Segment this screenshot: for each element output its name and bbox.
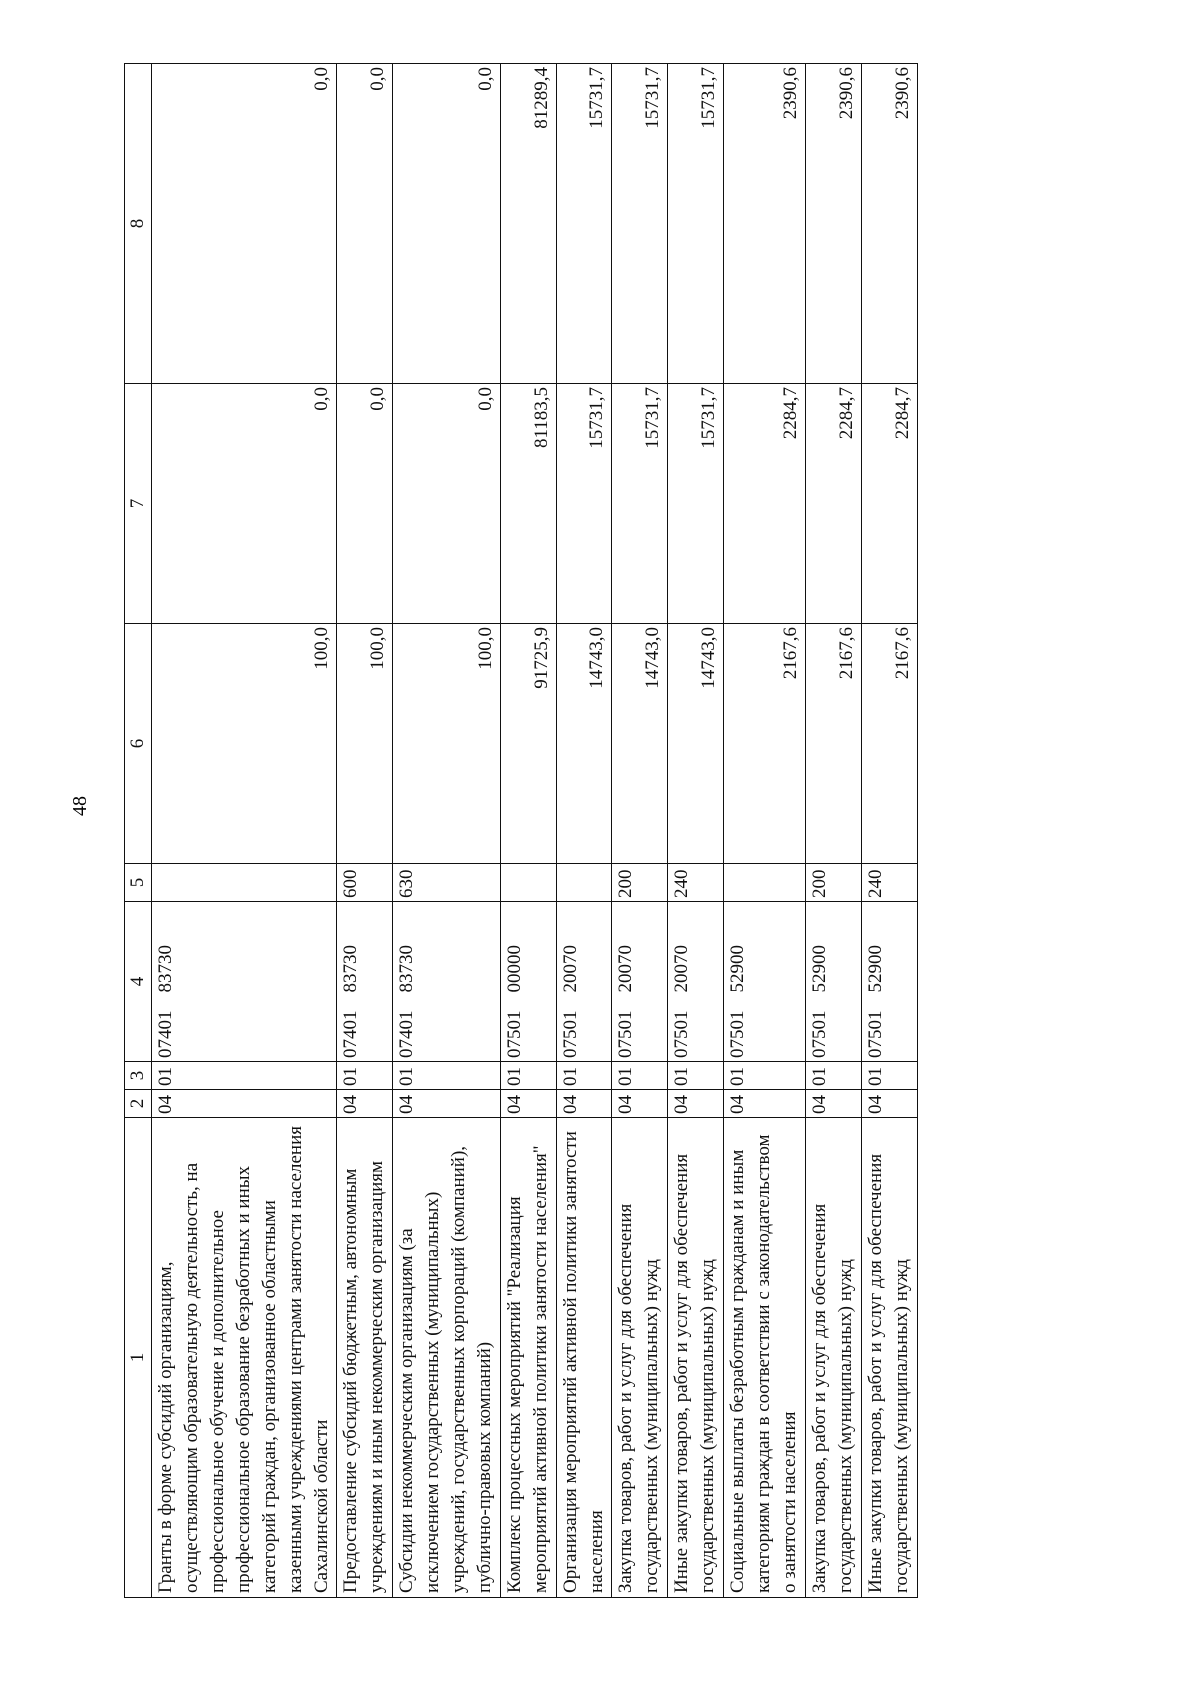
code-expense-type [724, 864, 806, 902]
code-subsection: 01 [668, 1062, 724, 1090]
code-target-article: 0740183730 [152, 902, 337, 1062]
code-target-article: 0740183730 [337, 902, 393, 1062]
value-col8: 0,0 [337, 64, 393, 384]
row-name: Комплекс процессных мероприятий "Реализация мероприятий активной политики занятости населения" [501, 1118, 557, 1598]
row-name: Закупка товаров, работ и услуг для обеспечения государственных (муниципальных) нужд [806, 1118, 862, 1598]
value-col8: 0,0 [393, 64, 501, 384]
code-target-article: 0750120070 [668, 902, 724, 1062]
value-col7: 2284,7 [724, 384, 806, 624]
value-col8: 15731,7 [557, 64, 612, 384]
row-name: Социальные выплаты безработным гражданам и иным категориям граждан в соответствии с законодательством о занятости населения [724, 1118, 806, 1598]
row-name: Организация мероприятий активной политики занятости населения [557, 1118, 612, 1598]
value-col7: 0,0 [393, 384, 501, 624]
value-col8: 0,0 [152, 64, 337, 384]
code-section: 04 [862, 1090, 918, 1118]
code-expense-type: 630 [393, 864, 501, 902]
value-col8: 15731,7 [612, 64, 668, 384]
column-header: 2 [125, 1090, 152, 1118]
table-row [862, 64, 918, 1598]
code-target-article: 0750152900 [724, 902, 806, 1062]
column-header: 5 [125, 864, 152, 902]
value-col7: 2284,7 [806, 384, 862, 624]
column-header: 7 [125, 384, 152, 624]
code-expense-type: 600 [337, 864, 393, 902]
code-target-article: 0740183730 [393, 902, 501, 1062]
value-col6: 14743,0 [668, 624, 724, 864]
value-col6: 2167,6 [862, 624, 918, 864]
row-name: Иные закупки товаров, работ и услуг для обеспечения государственных (муниципальных) нужд [668, 1118, 724, 1598]
code-subsection: 01 [337, 1062, 393, 1090]
code-expense-type [557, 864, 612, 902]
code-expense-type: 240 [668, 864, 724, 902]
column-header: 6 [125, 624, 152, 864]
value-col6: 100,0 [152, 624, 337, 864]
row-name: Субсидии некоммерческим организациям (за исключением государственных (муниципальных) учреждений, государственных корпораций (компаний), публично-правовых компаний) [393, 1118, 501, 1598]
code-section: 04 [337, 1090, 393, 1118]
code-subsection: 01 [862, 1062, 918, 1090]
column-header: 4 [125, 902, 152, 1062]
code-subsection: 01 [806, 1062, 862, 1090]
column-header: 8 [125, 64, 152, 384]
code-expense-type: 200 [806, 864, 862, 902]
code-section: 04 [501, 1090, 557, 1118]
code-subsection: 01 [612, 1062, 668, 1090]
table-row [337, 64, 393, 1598]
code-target-article: 0750100000 [501, 902, 557, 1062]
value-col6: 2167,6 [724, 624, 806, 864]
value-col6: 91725,9 [501, 624, 557, 864]
code-subsection: 01 [501, 1062, 557, 1090]
value-col7: 0,0 [152, 384, 337, 624]
value-col7: 0,0 [337, 384, 393, 624]
value-col6: 2167,6 [806, 624, 862, 864]
value-col7: 81183,5 [501, 384, 557, 624]
code-section: 04 [393, 1090, 501, 1118]
header-row [125, 64, 152, 1598]
code-expense-type: 240 [862, 864, 918, 902]
code-subsection: 01 [724, 1062, 806, 1090]
value-col8: 15731,7 [668, 64, 724, 384]
table-row [557, 64, 612, 1598]
code-target-article: 0750120070 [612, 902, 668, 1062]
budget-table [124, 63, 918, 1598]
row-name: Гранты в форме субсидий организациям, осуществляющим образовательную деятельность, на профессиональное обучение и дополнительное профессиональное образование безработных и иных категорий граждан, организованное областными казенными учреждениями центрами занятости населения Сахалинской области [152, 1118, 337, 1598]
value-col7: 15731,7 [557, 384, 612, 624]
value-col8: 2390,6 [862, 64, 918, 384]
code-target-article: 0750120070 [557, 902, 612, 1062]
code-section: 04 [612, 1090, 668, 1118]
value-col8: 81289,4 [501, 64, 557, 384]
table-row [393, 64, 501, 1598]
row-name: Предоставление субсидий бюджетным, автономным учреждениям и иным некоммерческим организациям [337, 1118, 393, 1598]
value-col7: 15731,7 [668, 384, 724, 624]
value-col8: 2390,6 [724, 64, 806, 384]
table-row [612, 64, 668, 1598]
code-target-article: 0750152900 [862, 902, 918, 1062]
code-subsection: 01 [152, 1062, 337, 1090]
value-col8: 2390,6 [806, 64, 862, 384]
code-expense-type [152, 864, 337, 902]
value-col7: 2284,7 [862, 384, 918, 624]
code-subsection: 01 [557, 1062, 612, 1090]
value-col7: 15731,7 [612, 384, 668, 624]
code-target-article: 0750152900 [806, 902, 862, 1062]
code-section: 04 [806, 1090, 862, 1118]
page-number: 48 [69, 796, 91, 816]
row-name: Закупка товаров, работ и услуг для обеспечения государственных (муниципальных) нужд [612, 1118, 668, 1598]
table-row [152, 64, 337, 1598]
column-header: 1 [125, 1118, 152, 1598]
code-section: 04 [668, 1090, 724, 1118]
value-col6: 100,0 [337, 624, 393, 864]
code-expense-type: 200 [612, 864, 668, 902]
table-row [668, 64, 724, 1598]
table-row [724, 64, 806, 1598]
code-section: 04 [724, 1090, 806, 1118]
code-subsection: 01 [393, 1062, 501, 1090]
value-col6: 100,0 [393, 624, 501, 864]
value-col6: 14743,0 [557, 624, 612, 864]
code-section: 04 [152, 1090, 337, 1118]
table-row [501, 64, 557, 1598]
table-row [806, 64, 862, 1598]
code-expense-type [501, 864, 557, 902]
code-section: 04 [557, 1090, 612, 1118]
rotated-table-wrapper [124, 64, 913, 1598]
value-col6: 14743,0 [612, 624, 668, 864]
column-header: 3 [125, 1062, 152, 1090]
row-name: Иные закупки товаров, работ и услуг для обеспечения государственных (муниципальных) нужд [862, 1118, 918, 1598]
